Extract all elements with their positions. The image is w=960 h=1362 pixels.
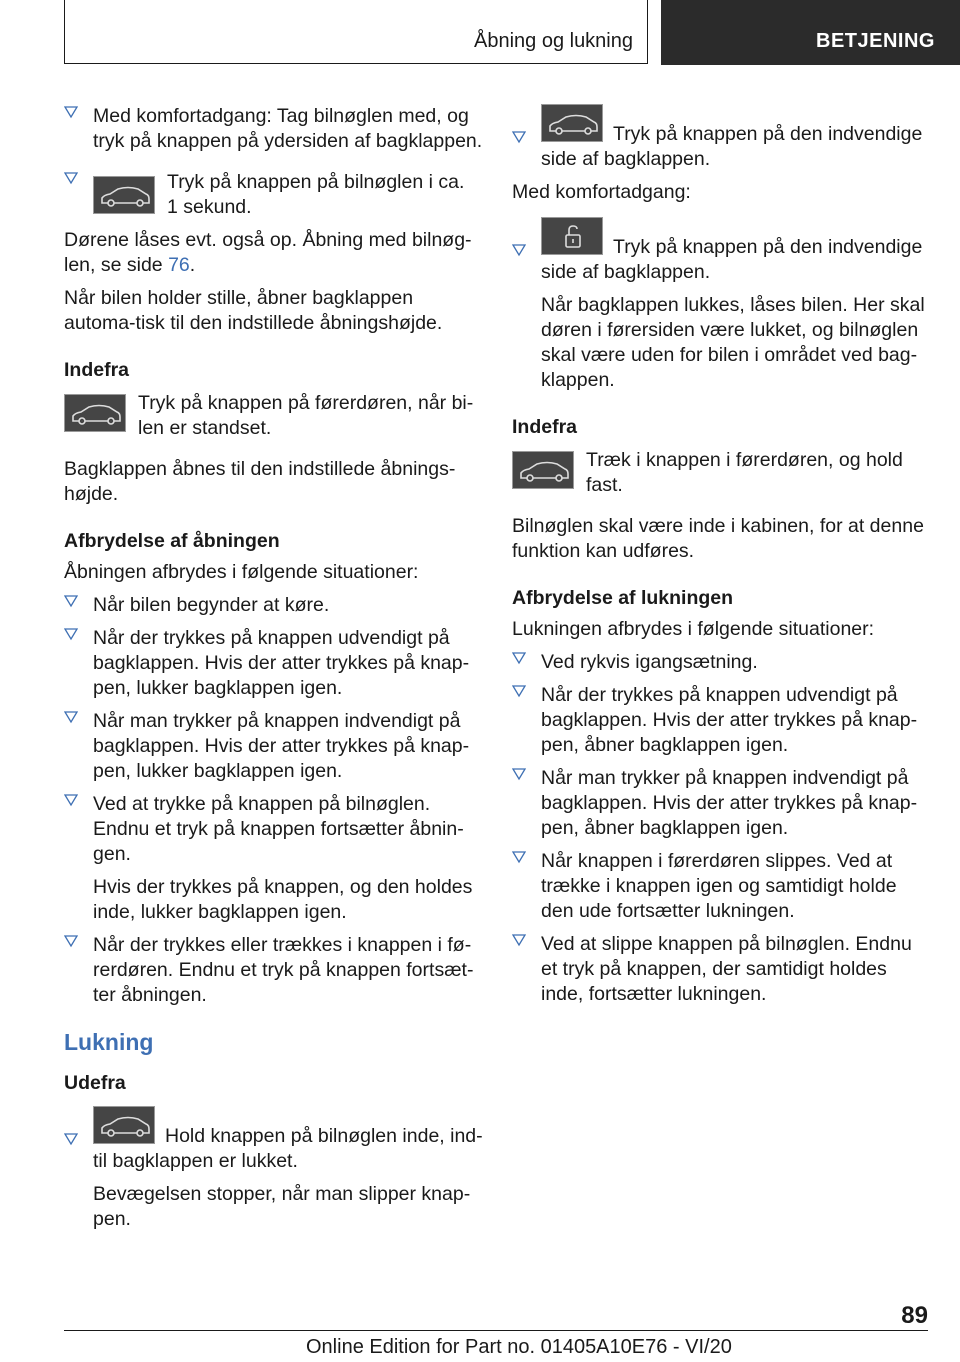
list-item-text: Ved at trykke på knappen på bilnøglen. Endnu et tryk på knappen fortsætter åbnin-gen. [93, 793, 464, 865]
list-item-subtext: Hvis der trykkes på knappen, og den holdes inde, lukker bagklappen igen. [93, 876, 473, 923]
list-item-text: Ved rykvis igangsætning. [541, 651, 758, 673]
list-item [64, 170, 484, 220]
bullet-triangle-icon [512, 684, 526, 698]
paragraph [64, 228, 484, 278]
list-item-text: Med komfortadgang: Tag bilnøglen med, og tryk på knappen på ydersiden af bagklappen. [93, 105, 483, 152]
paragraph-text: Træk i knappen i førerdøren, og hold fast. [586, 449, 903, 496]
bullet-triangle-icon [512, 767, 526, 781]
list-item-subtext: Når bagklappen lukkes, låses bilen. Her skal døren i førersiden være lukket, og bilnøglen skal være uden for bilen i området ved bag-klappen. [541, 294, 925, 391]
paragraph: Når bilen holder stille, åbner bagklappen automa-tisk til den indstillede åbningshøjde. [64, 287, 443, 334]
bullet-triangle-icon [64, 793, 78, 807]
paragraph: Bagklappen åbnes til den indstillede åbnings-højde. [64, 458, 456, 505]
list-item-text: Tryk på knappen på bilnøglen i ca. [167, 171, 465, 193]
list-item [64, 709, 484, 784]
tailgate-car-icon [93, 176, 155, 214]
list-item-text: Når der trykkes på knappen udvendigt på bagklappen. Hvis der atter trykkes på knap-pen, lukker bagklappen igen. [93, 627, 470, 699]
list-item-text-span: Tryk på knappen på den indvendige side af bagklappen. [541, 236, 923, 283]
tailgate-car-icon [64, 394, 126, 432]
bullet-triangle-icon [64, 1132, 78, 1146]
list-item-text: Ved at slippe knappen på bilnøglen. Endnu et tryk på knappen, der samtidigt holdes inde, fortsætter lukningen. [541, 933, 912, 1005]
paragraph: Lukningen afbrydes i følgende situationer: [512, 618, 875, 640]
bullet-triangle-icon [512, 130, 526, 144]
icon-text-block [512, 448, 932, 498]
page-link[interactable]: 76 [168, 254, 190, 276]
bullet-triangle-icon [64, 710, 78, 724]
list-item-text: Når man trykker på knappen indvendigt på bagklappen. Hvis der atter trykkes på knap-pen, lukker bagklappen igen. [93, 710, 470, 782]
bullet-triangle-icon [64, 105, 78, 119]
list-item-text-span: Hold knappen på bilnøglen inde, ind-til bagklappen er lukket. [93, 1125, 483, 1172]
unlock-icon [541, 217, 603, 255]
list-item [64, 933, 484, 1008]
list-item [512, 650, 932, 675]
list-item [512, 849, 932, 924]
heading-indefra: Indefra [512, 416, 578, 438]
list-item [512, 217, 932, 393]
bullet-triangle-icon [64, 627, 78, 641]
heading-lukning: Lukning [64, 1029, 154, 1055]
heading-udefra: Udefra [64, 1072, 126, 1094]
list-item [64, 1106, 484, 1232]
heading-afbrydelse-aabning: Afbrydelse af åbningen [64, 530, 280, 552]
list-item-text [541, 217, 932, 285]
icon-text-block [64, 391, 484, 441]
list-item [64, 792, 484, 925]
left-column [64, 104, 484, 1240]
list-item-subtext: Bevægelsen stopper, når man slipper knap-pen. [93, 1183, 471, 1230]
paragraph: Bilnøglen skal være inde i kabinen, for at denne funktion kan udføres. [512, 515, 924, 562]
right-column [512, 104, 932, 1015]
header-chapter-tab: BETJENING [661, 0, 960, 65]
paragraph-text: Dørene låses evt. også op. Åbning med bilnøg-len, se side [64, 229, 472, 276]
list-item-text: 1 sekund. [167, 196, 252, 218]
list-item-text: Når man trykker på knappen indvendigt på bagklappen. Hvis der atter trykkes på knap-pen, åbner bagklappen igen. [541, 767, 918, 839]
bullet-triangle-icon [64, 171, 78, 185]
bullet-triangle-icon [64, 594, 78, 608]
paragraph: Åbningen afbrydes i følgende situationer: [64, 561, 419, 583]
list-item-text: Når der trykkes eller trækkes i knappen i fø-rerdøren. Endnu et tryk på knappen fortsæt-ter åbningen. [93, 934, 474, 1006]
tailgate-car-icon [512, 451, 574, 489]
paragraph-text: Tryk på knappen på førerdøren, når bi-len er standset. [138, 392, 474, 439]
list-item-text: Når der trykkes på knappen udvendigt på bagklappen. Hvis der atter trykkes på knap-pen, åbner bagklappen igen. [541, 684, 918, 756]
heading-afbrydelse-lukning: Afbrydelse af lukningen [512, 587, 734, 609]
list-item-text [93, 1106, 484, 1174]
page-header [0, 0, 960, 66]
tailgate-car-icon [93, 1106, 155, 1144]
page-number: 89 [901, 1302, 928, 1329]
list-item [512, 683, 932, 758]
paragraph-text: . [189, 254, 196, 276]
list-item [64, 626, 484, 701]
footer-edition: Online Edition for Part no. 01405A10E76 - VI/20 [306, 1336, 732, 1358]
list-item-text-span: Tryk på knappen på den indvendige side af bagklappen. [541, 123, 923, 170]
list-item-text: Når knappen i førerdøren slippes. Ved at trække i knappen igen og samtidigt holde den ude fortsætter lukningen. [541, 850, 897, 922]
bullet-triangle-icon [512, 850, 526, 864]
tailgate-car-icon [541, 104, 603, 142]
header-section-title: Åbning og lukning [473, 30, 633, 52]
header-section-box [64, 0, 648, 64]
footer-divider [64, 1330, 928, 1331]
list-item [512, 104, 932, 172]
bullet-triangle-icon [512, 651, 526, 665]
list-item-text [541, 104, 932, 172]
bullet-triangle-icon [512, 243, 526, 257]
list-item [512, 932, 932, 1007]
bullet-triangle-icon [64, 934, 78, 948]
bullet-triangle-icon [512, 933, 526, 947]
heading-indefra: Indefra [64, 359, 130, 381]
paragraph: Med komfortadgang: [512, 181, 691, 203]
list-item [512, 766, 932, 841]
list-item-text: Når bilen begynder at køre. [93, 594, 330, 616]
list-item [64, 104, 484, 154]
list-item [64, 593, 484, 618]
